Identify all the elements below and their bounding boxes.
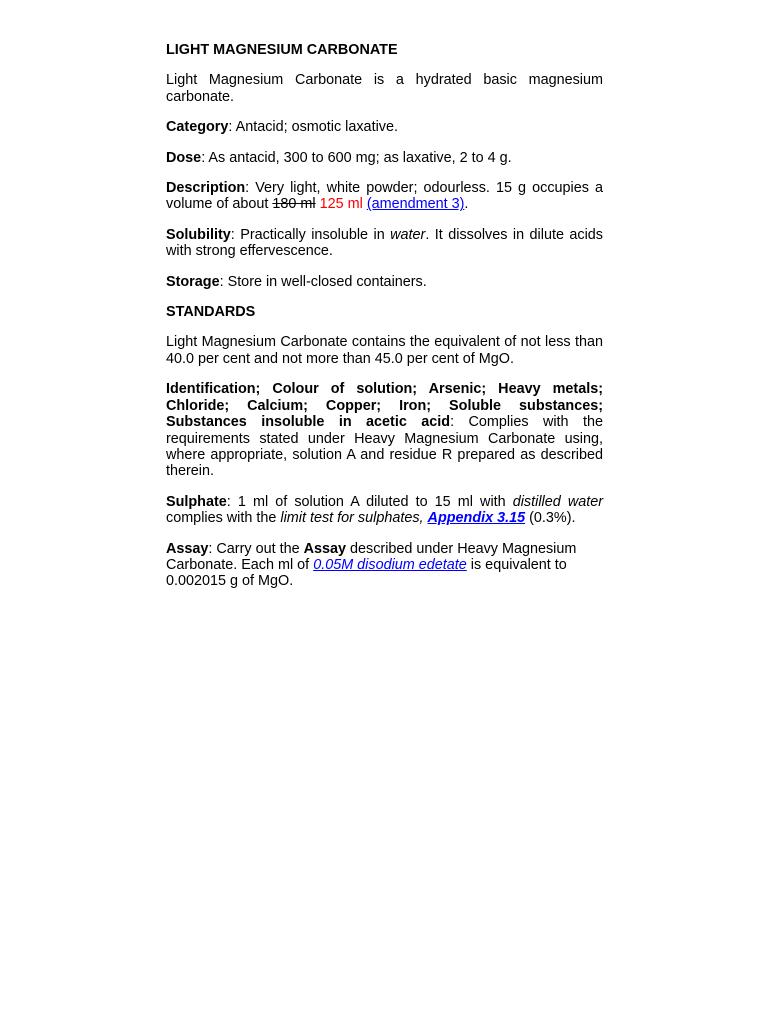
category-text: : Antacid; osmotic laxative.	[228, 119, 398, 136]
standards-heading: STANDARDS	[166, 304, 256, 321]
sulphate-paragraph	[166, 494, 603, 527]
dose-paragraph	[166, 150, 603, 166]
sulphate-text-1: : 1 ml of solution A diluted to 15 ml with	[226, 493, 513, 510]
assay-bold: Assay	[303, 540, 346, 557]
amendment-link[interactable]: (amendment 3)	[366, 196, 465, 213]
category-label: Category	[166, 119, 229, 136]
solubility-text-1: : Practically insoluble in	[230, 226, 391, 243]
sulphate-text-3: (0.3%).	[525, 510, 576, 527]
description-paragraph	[166, 180, 603, 213]
monograph-page	[166, 42, 603, 604]
assay-text-1: : Carry out the	[208, 540, 304, 557]
description-text: : Very light, white powder; odourless. 15 g occupies a volume of about	[166, 180, 603, 213]
identification-text: : Complies with the requirements stated under Heavy Magnesium Carbonate using, where appropriate, solution A and residue R prepared as described therein.	[166, 414, 603, 480]
solubility-italic: water	[390, 226, 426, 243]
storage-label: Storage	[166, 273, 220, 290]
dose-label: Dose	[166, 149, 202, 166]
category-paragraph	[166, 119, 603, 135]
assay-text-3: is equivalent to 0.002015 g of MgO.	[166, 556, 567, 590]
solubility-text-2: . It dissolves in dilute acids with strong effervescence.	[166, 226, 603, 260]
assay-paragraph	[166, 541, 603, 590]
dose-text: : As antacid, 300 to 600 mg; as laxative, 2 to 4 g.	[201, 149, 512, 166]
struck-volume: 180 ml	[272, 196, 316, 213]
standards-paragraph: Light Magnesium Carbonate contains the equivalent of not less than 40.0 per cent and not more than 45.0 per cent of MgO.	[166, 334, 603, 367]
solubility-label: Solubility	[166, 226, 231, 243]
sulphate-label: Sulphate	[166, 493, 227, 510]
appendix-link[interactable]: Appendix 3.15	[427, 510, 526, 527]
amended-volume: 125 ml	[319, 196, 363, 213]
monograph-title: LIGHT MAGNESIUM CARBONATE	[166, 42, 398, 58]
storage-paragraph	[166, 274, 603, 290]
identification-label: Identification; Colour of solution; Arsenic; Heavy metals; Chloride; Calcium; Copper; Iron; Soluble substances; Substances insoluble in acetic acid	[166, 381, 603, 431]
sulphate-italic-1: distilled water	[512, 493, 604, 510]
sulphate-italic-2: limit test for sulphates,	[280, 510, 428, 527]
intro-paragraph: Light Magnesium Carbonate is a hydrated basic magnesium carbonate.	[166, 72, 603, 105]
assay-text-2: described under Heavy Magnesium Carbonate. Each ml of	[166, 540, 577, 573]
solubility-paragraph	[166, 227, 603, 260]
identification-paragraph	[166, 381, 603, 479]
description-end: .	[464, 196, 469, 213]
description-label: Description	[166, 180, 246, 197]
edetate-link[interactable]: 0.05M disodium edetate	[313, 556, 467, 573]
sulphate-text-2: complies with the	[166, 510, 281, 527]
storage-text: : Store in well-closed containers.	[219, 273, 427, 290]
assay-label: Assay	[166, 540, 209, 557]
